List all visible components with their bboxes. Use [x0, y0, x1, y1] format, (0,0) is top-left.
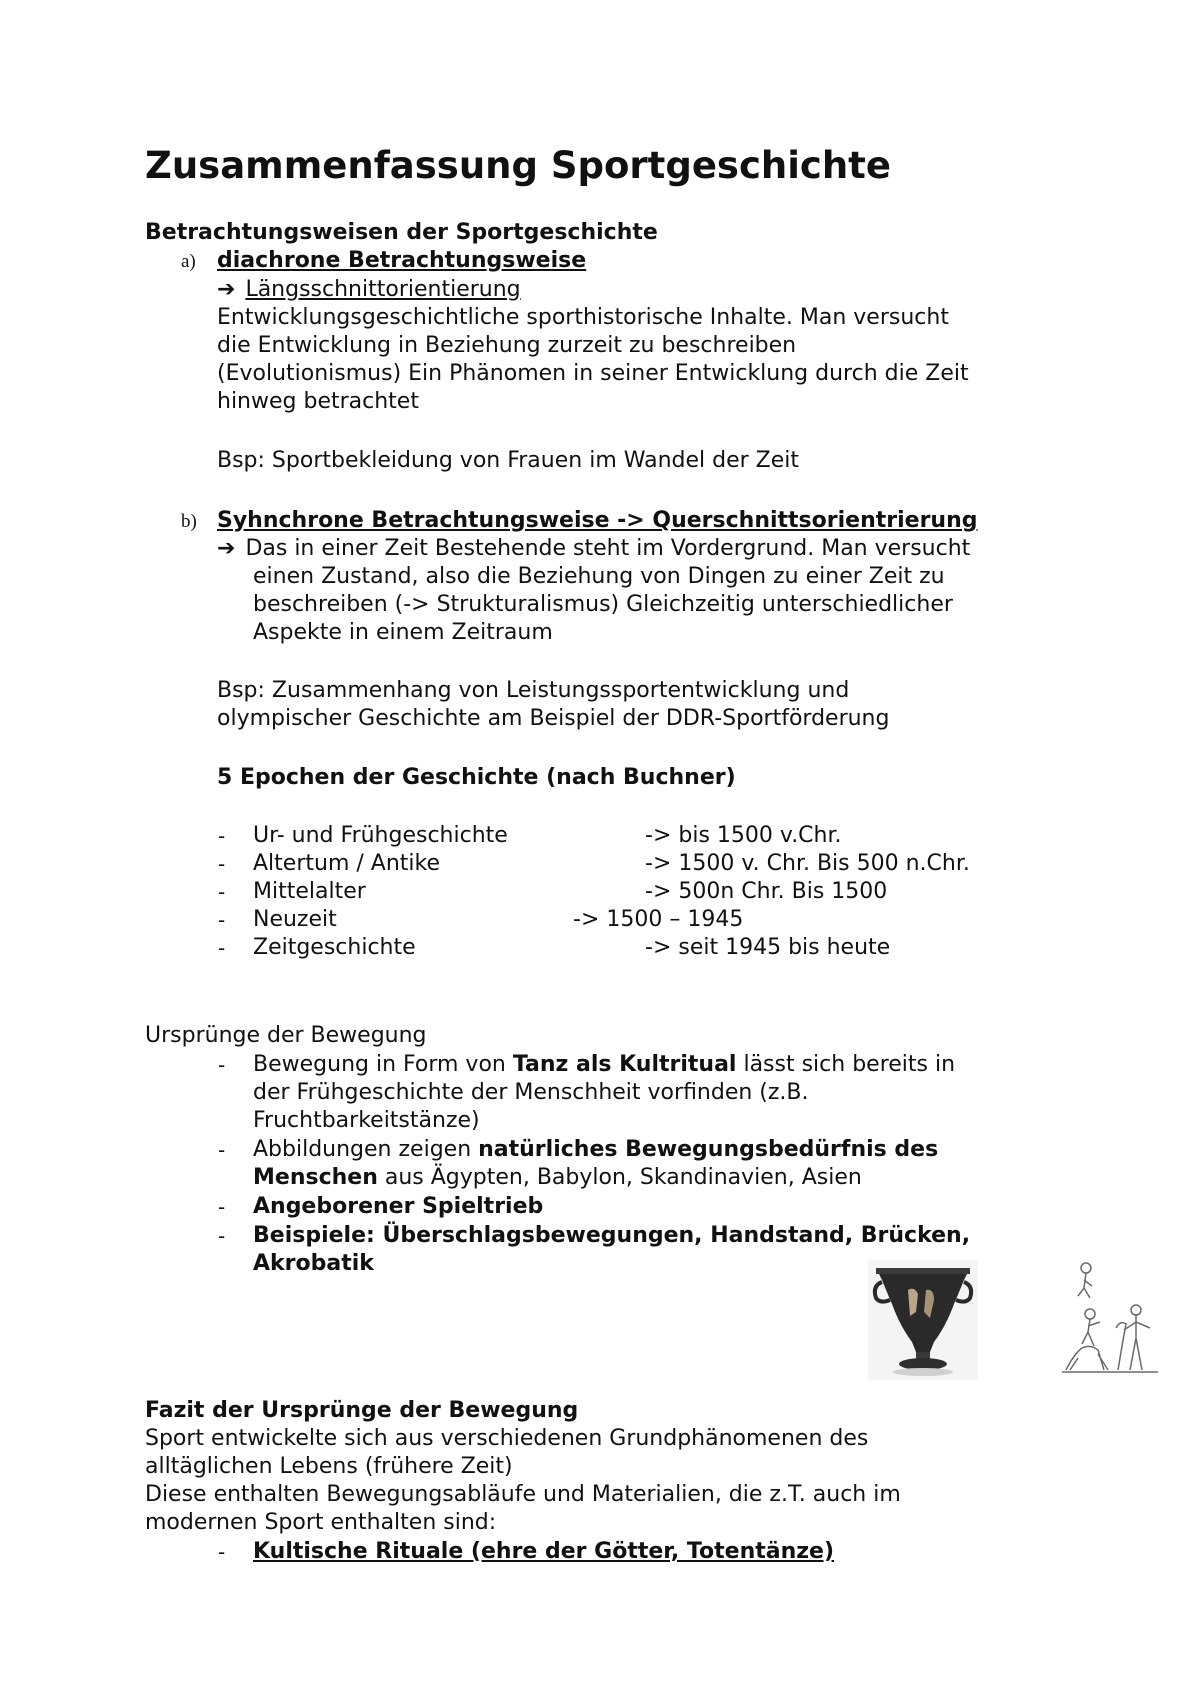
paragraph-line: Fruchtbarkeitstänze) [253, 1108, 480, 1133]
diachrone-heading: diachrone Betrachtungsweise [217, 248, 587, 273]
example-diachron: Bsp: Sportbekleidung von Frauen im Wandel der Zeit [217, 448, 800, 473]
arrow-right-icon: ➔ [217, 277, 236, 302]
epoch-period: -> 500n Chr. Bis 1500 [645, 879, 888, 904]
epoch-period: -> bis 1500 v.Chr. [645, 823, 842, 848]
origins-item-4-line-2: Akrobatik [253, 1251, 374, 1276]
paragraph-line: Diese enthalten Bewegungsabläufe und Materialien, die z.T. auch im [145, 1482, 901, 1507]
paragraph-line: Entwicklungsgeschichtliche sporthistorische Inhalte. Man versucht [217, 305, 949, 330]
dash-marker: - [218, 1540, 226, 1564]
example-synchron: Bsp: Zusammenhang von Leistungssportentwicklung und [217, 678, 850, 703]
text-run-bold: Menschen [253, 1165, 378, 1190]
epochs-heading: 5 Epochen der Geschichte (nach Buchner) [217, 765, 736, 790]
epoch-name: Ur- und Frühgeschichte [253, 823, 508, 848]
page-title: Zusammenfassung Sportgeschichte [145, 144, 891, 187]
arrow-item-laengsschnitt [217, 276, 521, 304]
origins-item-3: Angeborener Spieltrieb [253, 1194, 544, 1219]
paragraph-line: alltäglichen Lebens (frühere Zeit) [145, 1454, 513, 1479]
fazit-item-kultische-rituale: Kultische Rituale (ehre der Götter, Totentänze) [253, 1539, 835, 1564]
dash-marker: - [218, 936, 226, 960]
egyptian-acrobats-image [1060, 1258, 1160, 1376]
epoch-name: Neuzeit [253, 907, 337, 932]
arrow-item-synchron [217, 535, 970, 563]
arrow-right-icon: ➔ [217, 536, 236, 561]
list-marker-a: a) [181, 251, 196, 272]
epoch-name: Zeitgeschichte [253, 935, 416, 960]
dash-marker: - [218, 908, 226, 932]
epoch-period: -> 1500 v. Chr. Bis 500 n.Chr. [645, 851, 970, 876]
dash-marker: - [218, 852, 226, 876]
synchrone-heading: Syhnchrone Betrachtungsweise -> Querschnittsorientrierung [217, 508, 978, 533]
greek-vase-image [868, 1260, 978, 1380]
origins-heading: Ursprünge der Bewegung [145, 1023, 427, 1048]
text-run-bold: Tanz als Kultritual [512, 1052, 737, 1077]
dash-marker: - [218, 1224, 226, 1248]
epoch-period: -> 1500 – 1945 [573, 907, 744, 932]
example-synchron: olympischer Geschichte am Beispiel der DDR-Sportförderung [217, 706, 890, 731]
dash-marker: - [218, 824, 226, 848]
origins-item-2 [253, 1136, 938, 1164]
epoch-name: Mittelalter [253, 879, 366, 904]
paragraph-line: einen Zustand, also die Beziehung von Dingen zu einer Zeit zu [253, 564, 945, 589]
origins-item-4: Beispiele: Überschlagsbewegungen, Handstand, Brücken, [253, 1223, 971, 1248]
paragraph-line: modernen Sport enthalten sind: [145, 1510, 497, 1535]
paragraph-line: Sport entwickelte sich aus verschiedenen Grundphänomenen des [145, 1426, 869, 1451]
epoch-period: -> seit 1945 bis heute [645, 935, 891, 960]
origins-item-2-line-2 [253, 1164, 862, 1192]
dash-marker: - [218, 880, 226, 904]
section-heading-betrachtungsweisen: Betrachtungsweisen der Sportgeschichte [145, 220, 658, 245]
paragraph-line: die Entwicklung in Beziehung zurzeit zu beschreiben [217, 333, 797, 358]
paragraph-line: beschreiben (-> Strukturalismus) Gleichzeitig unterschiedlicher [253, 592, 953, 617]
text-run-bold: natürliches Bewegungsbedürfnis des [478, 1137, 939, 1162]
text-run: Bewegung in Form von [253, 1052, 513, 1077]
fazit-heading: Fazit der Ursprünge der Bewegung [145, 1398, 579, 1423]
list-marker-b: b) [181, 511, 197, 532]
dash-marker: - [218, 1195, 226, 1219]
laengsschnitt-label: Längsschnittorientierung [245, 277, 521, 302]
dash-marker: - [218, 1138, 226, 1162]
text-run: Abbildungen zeigen [253, 1137, 479, 1162]
origins-item-1 [253, 1051, 955, 1079]
paragraph-line: der Frühgeschichte der Menschheit vorfinden (z.B. [253, 1080, 809, 1105]
paragraph-line: hinweg betrachtet [217, 389, 419, 414]
epoch-name: Altertum / Antike [253, 851, 440, 876]
paragraph-line: Aspekte in einem Zeitraum [253, 620, 553, 645]
paragraph-line: Das in einer Zeit Bestehende steht im Vordergrund. Man versucht [245, 536, 971, 561]
text-run: lässt sich bereits in [736, 1052, 956, 1077]
dash-marker: - [218, 1053, 226, 1077]
paragraph-line: (Evolutionismus) Ein Phänomen in seiner Entwicklung durch die Zeit [217, 361, 969, 386]
text-run: aus Ägypten, Babylon, Skandinavien, Asien [377, 1165, 862, 1190]
